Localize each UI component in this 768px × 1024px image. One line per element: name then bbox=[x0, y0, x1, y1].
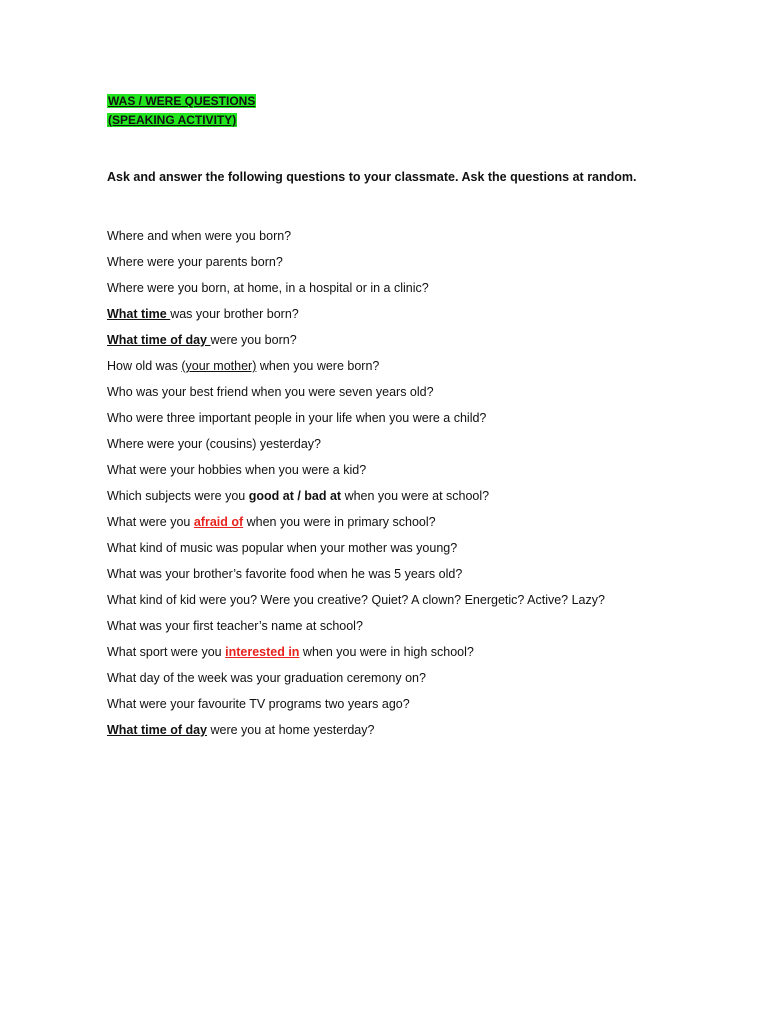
question-text: Where were you born, at home, in a hospital or in a clinic? bbox=[107, 281, 429, 295]
question-item bbox=[107, 409, 605, 435]
question-red-keyword: interested in bbox=[225, 645, 300, 659]
question-emphasis: What time of day bbox=[107, 723, 208, 737]
question-item bbox=[107, 591, 605, 617]
question-text: What was your brother’s favorite food when he was 5 years old? bbox=[107, 567, 463, 581]
question-text: Where were your (cousins) yesterday? bbox=[107, 437, 321, 451]
question-underlined: (your mother) bbox=[181, 359, 257, 373]
question-item bbox=[107, 279, 605, 305]
question-text: when you were born? bbox=[256, 359, 380, 373]
title-block bbox=[107, 92, 256, 130]
question-item bbox=[107, 305, 605, 331]
title-main: WAS / WERE QUESTIONS bbox=[108, 94, 256, 108]
question-text: What were your hobbies when you were a kid? bbox=[107, 463, 367, 477]
question-text: were you at home yesterday? bbox=[207, 723, 375, 737]
question-item bbox=[107, 383, 605, 409]
question-text: What kind of kid were you? Were you creative? Quiet? A clown? Energetic? Active? Lazy? bbox=[107, 593, 605, 607]
question-text: What were your favourite TV programs two years ago? bbox=[107, 697, 410, 711]
question-item bbox=[107, 513, 605, 539]
question-text: when you were at school? bbox=[341, 489, 490, 503]
instruction-text: Ask and answer the following questions to your classmate. Ask the questions at random. bbox=[107, 170, 637, 184]
question-text: What were you bbox=[107, 515, 194, 529]
question-emphasis: What time of day bbox=[107, 333, 211, 347]
question-item bbox=[107, 539, 605, 565]
question-text: were you born? bbox=[210, 333, 297, 347]
title-subtitle: (SPEAKING ACTIVITY) bbox=[108, 113, 237, 127]
question-emphasis: What time bbox=[107, 307, 171, 321]
question-text: Who was your best friend when you were seven years old? bbox=[107, 385, 434, 399]
question-text: Which subjects were you bbox=[107, 489, 249, 503]
question-red-keyword: afraid of bbox=[193, 515, 244, 529]
question-item bbox=[107, 643, 605, 669]
title-line-2 bbox=[107, 111, 256, 130]
question-item bbox=[107, 461, 605, 487]
question-bold: good at / bad at bbox=[248, 489, 342, 503]
question-item bbox=[107, 253, 605, 279]
question-item bbox=[107, 487, 605, 513]
question-item bbox=[107, 435, 605, 461]
question-item bbox=[107, 357, 605, 383]
question-text: Who were three important people in your life when you were a child? bbox=[107, 411, 487, 425]
question-text: What sport were you bbox=[107, 645, 226, 659]
question-text: when you were in high school? bbox=[299, 645, 474, 659]
question-list bbox=[107, 227, 605, 747]
question-text: What was your first teacher’s name at school? bbox=[107, 619, 363, 633]
question-item bbox=[107, 227, 605, 253]
question-item bbox=[107, 617, 605, 643]
question-item bbox=[107, 695, 605, 721]
question-text: was your brother born? bbox=[170, 307, 299, 321]
question-text: What kind of music was popular when your mother was young? bbox=[107, 541, 458, 555]
question-item bbox=[107, 331, 605, 357]
question-text: How old was bbox=[107, 359, 182, 373]
question-item bbox=[107, 721, 605, 747]
question-text: Where and when were you born? bbox=[107, 229, 292, 243]
question-text: What day of the week was your graduation ceremony on? bbox=[107, 671, 426, 685]
question-item bbox=[107, 565, 605, 591]
question-text: Where were your parents born? bbox=[107, 255, 283, 269]
question-text: when you were in primary school? bbox=[243, 515, 436, 529]
title-line-1 bbox=[107, 92, 256, 111]
question-item bbox=[107, 669, 605, 695]
